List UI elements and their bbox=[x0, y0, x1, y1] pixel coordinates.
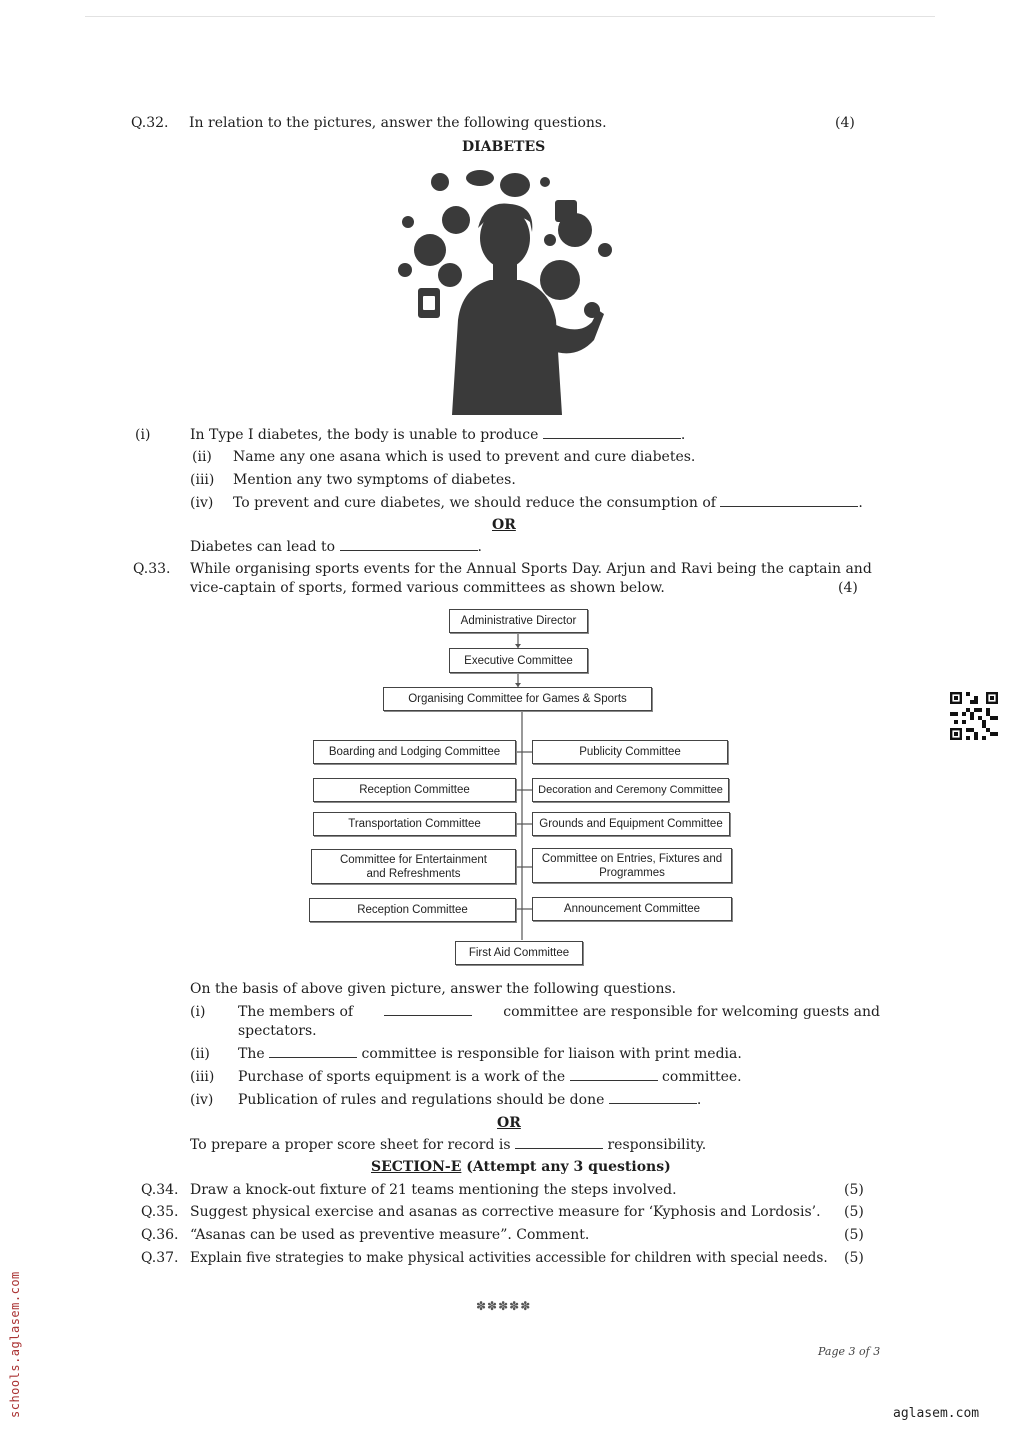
q36-marks: (5) bbox=[844, 1227, 864, 1243]
chart-box-right-3: Grounds and Equipment Committee bbox=[532, 812, 730, 836]
q32-marks: (4) bbox=[835, 115, 855, 131]
q33-item-3-num: (iii) bbox=[190, 1069, 215, 1085]
q36-text: “Asanas can be used as preventive measure”. Comment. bbox=[190, 1227, 590, 1243]
q32-item-3-num: (iii) bbox=[190, 472, 215, 488]
q32-alt bbox=[190, 538, 482, 556]
q32-item-1-text: In Type I diabetes, the body is unable to produce bbox=[190, 427, 539, 443]
q36-number: Q.36. bbox=[141, 1227, 179, 1243]
q33-basis: On the basis of above given picture, answer the following questions. bbox=[190, 981, 677, 997]
q32-item-4-text: To prevent and cure diabetes, we should reduce the consumption of bbox=[233, 495, 716, 511]
chart-box-left-5: Reception Committee bbox=[309, 898, 516, 922]
figure-title: DIABETES bbox=[462, 139, 546, 155]
q33-item-1-cont: spectators. bbox=[238, 1023, 317, 1039]
q35-marks: (5) bbox=[844, 1204, 864, 1220]
q33-item-1-pre: The members of bbox=[238, 1004, 354, 1020]
q32-item-4-tail: . bbox=[858, 495, 863, 511]
q34-marks: (5) bbox=[844, 1182, 864, 1198]
chart-box-right-5: Announcement Committee bbox=[532, 897, 732, 921]
answer-blank[interactable] bbox=[609, 1091, 697, 1104]
q37-text: Explain five strategies to make physical activities accessible for children with special needs. bbox=[190, 1250, 828, 1266]
q35-text: Suggest physical exercise and asanas as corrective measure for ‘Kyphosis and Lordosis’. bbox=[190, 1204, 821, 1220]
chart-box-first-aid: First Aid Committee bbox=[455, 941, 583, 965]
q33-or: OR bbox=[497, 1115, 521, 1131]
q33-item-1 bbox=[238, 1003, 880, 1021]
q33-item-4-post: . bbox=[696, 1092, 702, 1108]
q33-item-3-pre: Purchase of sports equipment is a work of the bbox=[238, 1069, 566, 1085]
q33-item-4-pre: Publication of rules and regulations should be done bbox=[238, 1092, 605, 1108]
answer-blank[interactable] bbox=[720, 494, 858, 507]
answer-blank[interactable] bbox=[340, 538, 478, 551]
q33-item-3 bbox=[238, 1068, 742, 1086]
q37-marks: (5) bbox=[844, 1250, 864, 1266]
q33-prompt-line2: vice-captain of sports, formed various committees as shown below. bbox=[190, 580, 665, 596]
side-watermark: schools.aglasem.com bbox=[8, 1271, 22, 1418]
answer-blank[interactable] bbox=[269, 1045, 357, 1058]
chart-box-left-2: Reception Committee bbox=[313, 778, 516, 802]
q34-text: Draw a knock-out fixture of 21 teams mentioning the steps involved. bbox=[190, 1182, 677, 1198]
answer-blank[interactable] bbox=[515, 1136, 603, 1149]
answer-blank[interactable] bbox=[384, 1003, 472, 1016]
qr-code-icon bbox=[950, 692, 998, 740]
chart-box-right-4: Committee on Entries, Fixtures and Programmes bbox=[532, 848, 732, 883]
q32-alt-text: Diabetes can lead to bbox=[190, 539, 336, 555]
q32-alt-tail: . bbox=[477, 539, 482, 555]
section-e-note: (Attempt any 3 questions) bbox=[466, 1159, 671, 1175]
q35-number: Q.35. bbox=[141, 1204, 179, 1220]
q32-item-3-text: Mention any two symptoms of diabetes. bbox=[233, 472, 516, 488]
q33-number: Q.33. bbox=[133, 561, 171, 577]
q32-item-2-text: Name any one asana which is used to prevent and cure diabetes. bbox=[233, 449, 696, 465]
q33-item-1-num: (i) bbox=[190, 1004, 206, 1020]
q32-number: Q.32. bbox=[131, 115, 169, 131]
diabetes-illustration bbox=[380, 160, 630, 415]
q33-alt-pre: To prepare a proper score sheet for record is bbox=[190, 1137, 511, 1153]
chart-box-organising-committee: Organising Committee for Games & Sports bbox=[383, 687, 652, 711]
q33-alt-post: responsibility. bbox=[607, 1137, 707, 1153]
chart-box-left-3: Transportation Committee bbox=[313, 812, 516, 836]
q32-item-1-tail: . bbox=[680, 427, 686, 443]
page-number: Page 3 of 3 bbox=[818, 1345, 881, 1358]
q34-number: Q.34. bbox=[141, 1182, 179, 1198]
q32-item-4 bbox=[233, 494, 863, 512]
q33-item-4-num: (iv) bbox=[190, 1092, 214, 1108]
q32-item-1 bbox=[190, 426, 685, 444]
section-e-title: SECTION-E bbox=[371, 1159, 462, 1175]
q33-alt bbox=[190, 1136, 706, 1154]
q32-or: OR bbox=[492, 517, 516, 533]
top-rule bbox=[85, 16, 935, 17]
q33-item-4 bbox=[238, 1091, 701, 1109]
end-mark: ✽✽✽✽✽ bbox=[476, 1299, 532, 1313]
q33-prompt-line1: While organising sports events for the Annual Sports Day. Arjun and Ravi being the captain and bbox=[190, 561, 872, 577]
q33-marks: (4) bbox=[838, 580, 858, 596]
chart-box-executive-committee: Executive Committee bbox=[449, 648, 588, 673]
q32-item-4-num: (iv) bbox=[190, 495, 214, 511]
answer-blank[interactable] bbox=[570, 1068, 658, 1081]
q33-item-2-num: (ii) bbox=[190, 1046, 210, 1062]
q33-item-3-post: committee. bbox=[662, 1069, 742, 1085]
q33-item-2-post: committee is responsible for liaison with print media. bbox=[361, 1046, 742, 1062]
section-e-heading bbox=[371, 1158, 671, 1176]
q32-prompt: In relation to the pictures, answer the following questions. bbox=[189, 115, 607, 131]
footer-watermark: aglasem.com bbox=[893, 1406, 980, 1421]
q33-item-2 bbox=[238, 1045, 742, 1063]
q33-item-1-post: committee are responsible for welcoming guests and bbox=[503, 1004, 880, 1020]
chart-box-left-4: Committee for Entertainment and Refreshments bbox=[311, 849, 516, 884]
q33-item-2-pre: The bbox=[238, 1046, 265, 1062]
chart-box-right-1: Publicity Committee bbox=[532, 740, 728, 764]
q37-number: Q.37. bbox=[141, 1250, 179, 1266]
chart-box-left-1: Boarding and Lodging Committee bbox=[313, 740, 516, 764]
chart-box-administrative-director: Administrative Director bbox=[449, 609, 588, 633]
q32-item-2-num: (ii) bbox=[192, 449, 212, 465]
answer-blank[interactable] bbox=[543, 426, 681, 439]
chart-box-right-2: Decoration and Ceremony Committee bbox=[532, 778, 729, 802]
q32-item-1-num: (i) bbox=[135, 427, 151, 443]
